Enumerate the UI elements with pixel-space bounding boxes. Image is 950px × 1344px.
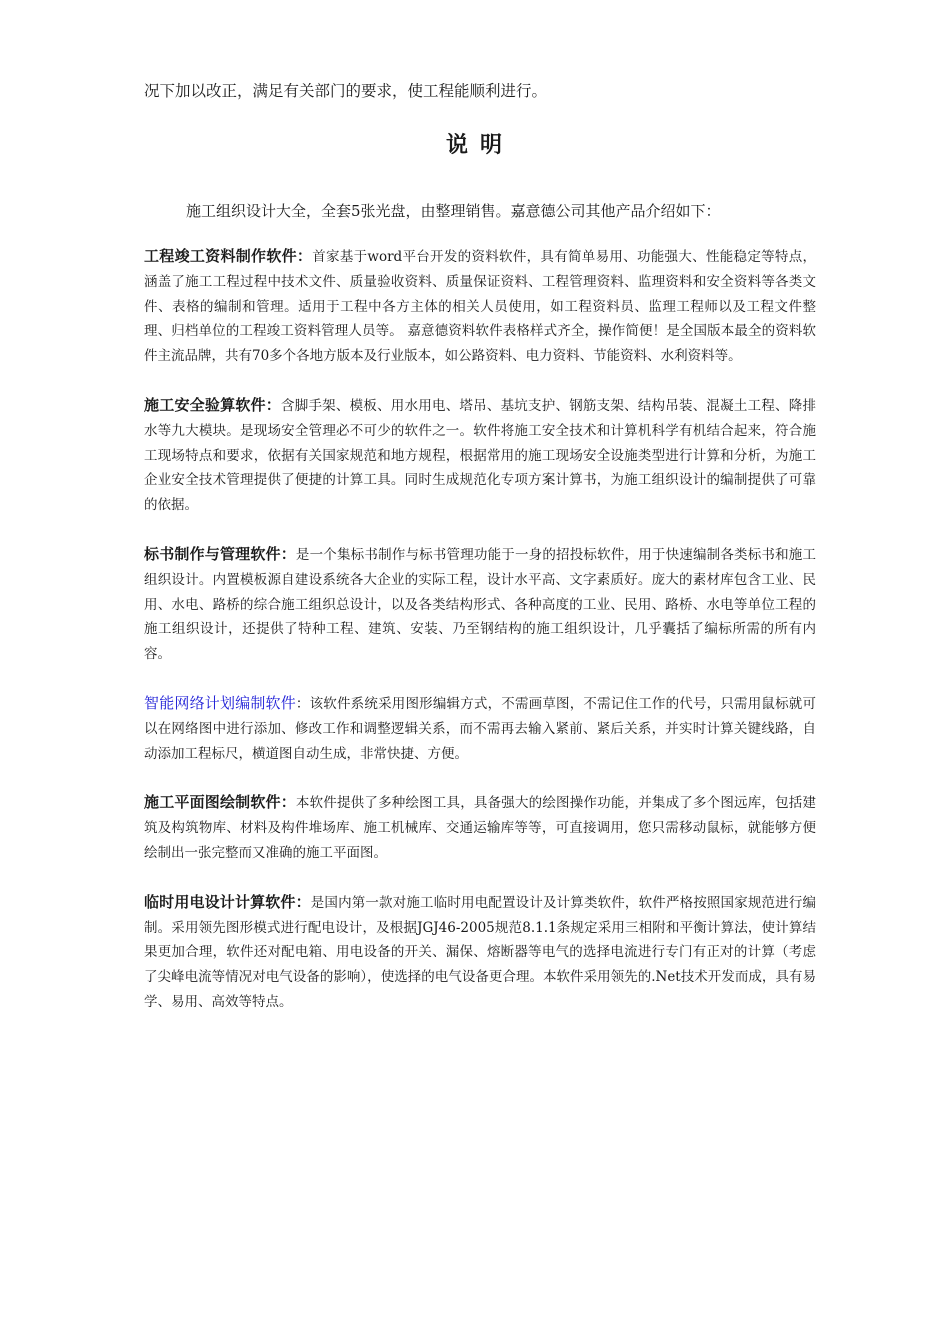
section-heading-link[interactable]: 智能网络计划编制软件: [144, 693, 296, 712]
summary-paragraph: 施工组织设计大全，全套5张光盘，由整理销售。嘉意德公司其他产品介绍如下：: [186, 202, 721, 220]
section-site-plan: [144, 790, 816, 865]
section-body: ：该软件系统采用图形编辑方式，不需画草图，不需记住工作的代号，只需用鼠标就可以在网络图中进行添加、修改工作和调整逻辑关系，而不需再去输入紧前、紧后关系，并实时计算关键线路，自动添加工程标尺，横道图自动生成，非常快捷、方便。: [144, 695, 816, 762]
section-body: 含脚手架、模板、用水用电、塔吊、基坑支护、钢筋支架、结构吊装、混凝土工程、降排水等九大模块。是现场安全管理必不可少的软件之一。软件将施工安全技术和计算机科学有机结合起来，符合施工现场特点和要求，依据有关国家规范和地方规程，根据常用的施工现场安全设施类型进行计算和分析，为施工企业安全技术管理提供了便捷的计算工具。同时生成规范化专项方案计算书，为施工组织设计的编制提供了可靠的依据。: [144, 397, 816, 514]
section-body: 本软件提供了多种绘图工具，具备强大的绘图操作功能，并集成了多个图远库，包括建筑及构筑物库、材料及构件堆场库、施工机械库、交通运输库等等，可直接调用，您只需移动鼠标，就能够方便绘制出一张完整而又准确的施工平面图。: [144, 795, 816, 861]
section-body: 首家基于word平台开发的资料软件，具有简单易用、功能强大、性能稳定等特点，涵盖了施工工程过程中技术文件、质量验收资料、质量保证资料、工程管理资料、监理资料和安全资料等各类文件、表格的编制和管理。适用于工程中各方主体的相关人员使用，如工程资料员、监理工程师以及工程文件整理、归档单位的工程竣工资料管理人员等。 嘉意德资料软件表格样式齐全，操作简便！是全国版本最全的资料软件主流品牌，共有70多个各地方版本及行业版本，如公路资料、电力资料、节能资料、水利资料等。: [144, 249, 816, 365]
page-title: 说明: [445, 133, 514, 158]
section-body: 是国内第一款对施工临时用电配置设计及计算类软件，软件严格按照国家规范进行编制。采用领先图形模式进行配电设计，及根据JGJ46-2005规范8.1.1条规定采用三相附和平衡计算法，使计算结果更加合理，软件还对配电箱、用电设备的开关、漏保、熔断器等电气的选择电流进行专门有正对的计算（考虑了尖峰电流等情况对电气设备的影响），使选择的电气设备更合理。本软件采用领先的.Net技术开发而成，具有易学、易用、高效等特点。: [144, 894, 816, 1010]
intro-line: 况下加以改正，满足有关部门的要求，使工程能顺利进行。: [144, 82, 548, 100]
section-heading: 标书制作与管理软件：: [144, 544, 296, 563]
document-page: [144, 76, 816, 1015]
section-heading: 工程竣工资料制作软件：: [144, 247, 313, 265]
section-heading: 施工平面图绘制软件：: [144, 793, 296, 812]
section-heading: 施工安全验算软件：: [144, 395, 282, 414]
section-bid-docs: [144, 542, 816, 667]
section-body: 是一个集标书制作与标书管理功能于一身的招投标软件，用于快速编制各类标书和施工组织设计。内置模板源自建设系统各大企业的实际工程，设计水平高、文字素质好。庞大的素材库包含工业、民用、水电、路桥的综合施工组织总设计，以及各类结构形式、各种高度的工业、民用、路桥、水电等单位工程的施工组织设计，还提供了特种工程、建筑、安装、乃至钢结构的施工组织设计，几乎囊括了编标所需的所有内容。: [144, 546, 816, 663]
section-safety-calc: [144, 393, 816, 518]
section-completion-docs: [144, 244, 816, 369]
section-network-plan: [144, 691, 816, 766]
section-heading: 临时用电设计计算软件：: [144, 892, 311, 911]
section-temp-power: [144, 890, 816, 1015]
